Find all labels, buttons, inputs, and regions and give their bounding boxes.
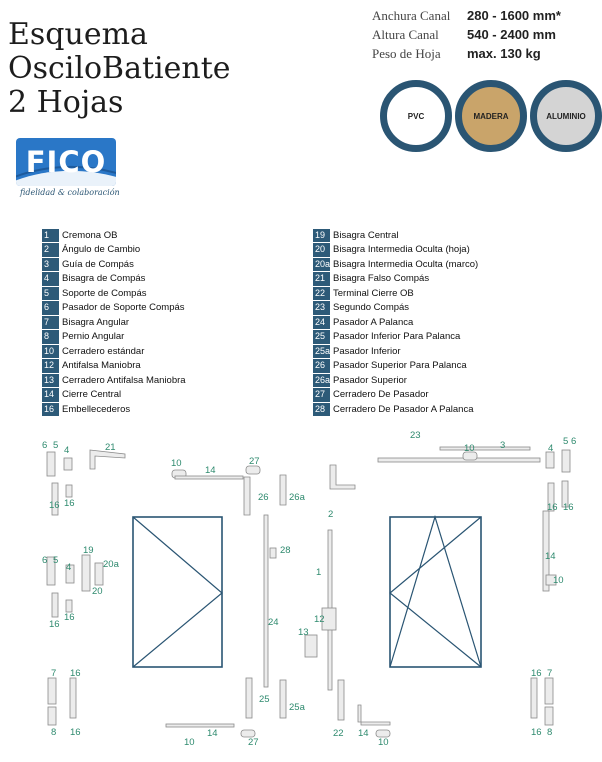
legend-label: Ángulo de Cambio (62, 244, 141, 256)
legend-label: Pasador A Palanca (333, 316, 414, 328)
stay-arm-icon (378, 458, 540, 462)
brand-tagline: fidelidad & colaboración (20, 188, 120, 197)
left-sash-outline (133, 517, 222, 667)
material-badge-madera (455, 80, 527, 152)
legend-number: 8 (42, 330, 59, 344)
spec-label: Anchura Canal (372, 8, 451, 23)
legend-number: 2 (42, 243, 59, 257)
legend-label: Soporte de Compás (62, 287, 147, 299)
callout-label: 13 (298, 627, 309, 638)
callout-label: 16 (64, 498, 75, 509)
legend-number: 27 (313, 388, 330, 402)
pivot-hinge-icon (48, 707, 56, 725)
legend-item (42, 272, 186, 287)
spec-value: 540 - 2400 mm (467, 27, 556, 42)
legend-left (42, 228, 186, 417)
legend-item (42, 228, 186, 243)
legend-label: Terminal Cierre OB (333, 287, 414, 299)
callout-label: 16 (49, 500, 60, 511)
callout-label: 27 (248, 737, 259, 748)
legend-label: Cerradero Antifalsa Maniobra (62, 374, 186, 386)
callout-label: 5 (53, 555, 59, 566)
legend-number: 20a (313, 258, 330, 272)
callout-label: 7 (51, 668, 57, 679)
callout-label: 26 (258, 492, 269, 503)
legend-number: 25a (313, 345, 330, 359)
legend-label: Cremona OB (62, 229, 118, 241)
central-lock-rail-icon (358, 705, 390, 725)
legend-number: 4 (42, 272, 59, 286)
callout-label: 10 (378, 737, 389, 748)
cover-cap-icon (66, 600, 72, 612)
spec-label: Altura Canal (372, 27, 439, 42)
legend-label: Embellecederos (62, 403, 131, 415)
legend-item (42, 286, 186, 301)
legend-label: Bisagra Intermedia Oculta (marco) (333, 258, 479, 270)
material-label: PVC (407, 111, 425, 121)
legend-number: 23 (313, 301, 330, 315)
callout-label: 24 (268, 617, 279, 628)
callout-label: 10 (171, 458, 182, 469)
legend-label: Cerradero De Pasador A Palanca (333, 403, 474, 415)
material-badge-aluminio (530, 80, 602, 152)
legend-number: 1 (42, 229, 59, 243)
legend-item (313, 388, 478, 403)
material-badge-pvc (380, 80, 452, 152)
legend-item (313, 301, 478, 316)
legend-item (42, 315, 186, 330)
callout-label: 16 (64, 612, 75, 623)
legend-item (313, 272, 478, 287)
callout-label: 25 (259, 694, 270, 705)
legend-label: Pasador de Soporte Compás (62, 302, 185, 314)
legend-item (313, 286, 478, 301)
lever-bolt-rod-icon (264, 515, 268, 687)
title-line: Esquema (8, 17, 148, 52)
spec-value: 280 - 1600 mm* (467, 8, 561, 23)
legend-number: 12 (42, 359, 59, 373)
callout-label: 3 (500, 440, 506, 451)
logo-text: FICO (25, 145, 107, 179)
cover-cap-icon (70, 678, 76, 718)
callout-label: 7 (547, 668, 553, 679)
callout-label: 16 (70, 727, 81, 738)
legend-number: 7 (42, 316, 59, 330)
bolt-icon (280, 475, 286, 505)
callout-label: 16 (547, 502, 558, 513)
legend-item (42, 388, 186, 403)
legend-item (42, 402, 186, 417)
callout-label: 16 (49, 619, 60, 630)
legend-number: 21 (313, 272, 330, 286)
page-title (8, 18, 231, 120)
title-line: 2 Hojas (8, 85, 124, 120)
material-label: MADERA (473, 111, 509, 121)
hinge-part-icon (64, 458, 72, 470)
callout-label: 16 (563, 502, 574, 513)
legend-label: Segundo Compás (333, 302, 410, 314)
callout-label: 21 (105, 442, 116, 453)
legend-number: 19 (313, 229, 330, 243)
cover-cap-icon (66, 485, 72, 497)
callout-label: 28 (280, 545, 291, 556)
spec-row (372, 6, 561, 25)
callout-label: 2 (328, 509, 334, 520)
callout-label: 14 (205, 465, 216, 476)
spec-label: Peso de Hoja (372, 46, 441, 61)
legend-label: Pasador Inferior Para Palanca (333, 331, 461, 343)
right-sash-outline (390, 517, 481, 667)
callout-label: 14 (358, 728, 369, 739)
central-lock-rail-icon (175, 476, 243, 479)
legend-number: 22 (313, 287, 330, 301)
legend-number: 14 (42, 388, 59, 402)
spec-row (372, 25, 561, 44)
legend-number: 28 (313, 403, 330, 417)
pivot-hinge-icon (545, 707, 553, 725)
bolt-keeper-icon (270, 548, 276, 558)
spec-row (372, 44, 561, 63)
legend-item (42, 301, 186, 316)
stay-support-icon (562, 450, 570, 472)
legend-right (313, 228, 478, 417)
callout-label: 14 (545, 551, 556, 562)
callout-label: 8 (51, 727, 57, 738)
callout-label: 6 (42, 440, 48, 451)
legend-number: 20 (313, 243, 330, 257)
callout-label: 5 (563, 436, 569, 447)
anti-misoperation-keeper-icon (305, 635, 317, 657)
legend-number: 26a (313, 374, 330, 388)
legend-item (42, 243, 186, 258)
legend-number: 16 (42, 403, 59, 417)
legend-item (313, 228, 478, 243)
keeper-icon (376, 730, 390, 737)
keeper-icon (241, 730, 255, 737)
legend-item (42, 359, 186, 374)
legend-number: 6 (42, 301, 59, 315)
bolt-icon (246, 678, 252, 718)
callout-label: 23 (410, 430, 421, 441)
angle-hinge-icon (48, 678, 56, 704)
legend-label: Pasador Superior Para Palanca (333, 360, 467, 372)
legend-number: 5 (42, 287, 59, 301)
legend-label: Bisagra de Compás (62, 273, 146, 285)
callout-label: 10 (184, 737, 195, 748)
callout-label: 10 (464, 443, 475, 454)
legend-item (313, 359, 478, 374)
legend-item (313, 344, 478, 359)
callout-label: 4 (548, 443, 554, 454)
legend-label: Cerradero De Pasador (333, 389, 429, 401)
callout-label: 12 (314, 614, 325, 625)
legend-label: Cerradero estándar (62, 345, 145, 357)
corner-drive-icon (330, 465, 355, 489)
legend-item (42, 373, 186, 388)
legend-number: 10 (42, 345, 59, 359)
central-lock-rail-icon (166, 724, 234, 727)
legend-label: Bisagra Angular (62, 316, 130, 328)
legend-item (313, 373, 478, 388)
callout-label: 1 (316, 567, 322, 578)
callout-label: 25a (289, 702, 305, 713)
spec-value: max. 130 kg (467, 46, 541, 61)
bolt-icon (280, 680, 286, 718)
legend-label: Pasador Superior (333, 374, 407, 386)
legend-item (42, 330, 186, 345)
callout-label: 19 (83, 545, 94, 556)
legend-item (313, 330, 478, 345)
callout-label: 27 (249, 456, 260, 467)
callout-label: 16 (70, 668, 81, 679)
callout-label: 14 (207, 728, 218, 739)
legend-item (313, 257, 478, 272)
legend-label: Pernio Angular (62, 331, 125, 343)
legend-item (313, 315, 478, 330)
specifications (372, 6, 561, 63)
callout-label: 20a (103, 559, 119, 570)
tilt-lock-terminal-icon (338, 680, 344, 720)
legend-label: Bisagra Central (333, 229, 399, 241)
central-hinge-icon (82, 555, 90, 591)
legend-item (42, 344, 186, 359)
callout-label: 5 (53, 440, 59, 451)
bolt-icon (244, 477, 250, 515)
legend-label: Antifalsa Maniobra (62, 360, 141, 372)
callout-label: 16 (531, 668, 542, 679)
angle-hinge-icon (545, 678, 553, 704)
legend-number: 24 (313, 316, 330, 330)
callout-label: 4 (64, 445, 70, 456)
legend-number: 25 (313, 330, 330, 344)
callout-label: 22 (333, 728, 344, 739)
hidden-hinge-icon (95, 563, 103, 585)
hardware-diagram (0, 425, 602, 762)
legend-label: Guía de Compás (62, 258, 134, 270)
legend-label: Cierre Central (62, 389, 122, 401)
legend-item (42, 257, 186, 272)
legend-number: 3 (42, 258, 59, 272)
callout-label: 20 (92, 586, 103, 597)
cover-cap-icon (531, 678, 537, 718)
callout-label: 8 (547, 727, 553, 738)
callout-label: 6 (571, 436, 577, 447)
brand-logo (16, 138, 116, 186)
cover-cap-icon (52, 593, 58, 617)
hinge-part-icon (47, 452, 55, 476)
callout-label: 6 (42, 555, 48, 566)
material-label: ALUMINIO (546, 111, 586, 121)
legend-label: Pasador Inferior (333, 345, 401, 357)
legend-item (313, 243, 478, 258)
callout-label: 10 (553, 575, 564, 586)
callout-label: 26a (289, 492, 305, 503)
callout-label: 4 (66, 562, 72, 573)
title-line: OsciloBatiente (8, 51, 231, 86)
second-stay-icon (440, 447, 530, 450)
stay-hinge-icon (546, 452, 554, 468)
legend-label: Bisagra Falso Compás (333, 273, 430, 285)
legend-number: 26 (313, 359, 330, 373)
legend-number: 13 (42, 374, 59, 388)
legend-label: Bisagra Intermedia Oculta (hoja) (333, 244, 470, 256)
legend-item (313, 402, 478, 417)
callout-label: 16 (531, 727, 542, 738)
keeper-icon (246, 466, 260, 474)
